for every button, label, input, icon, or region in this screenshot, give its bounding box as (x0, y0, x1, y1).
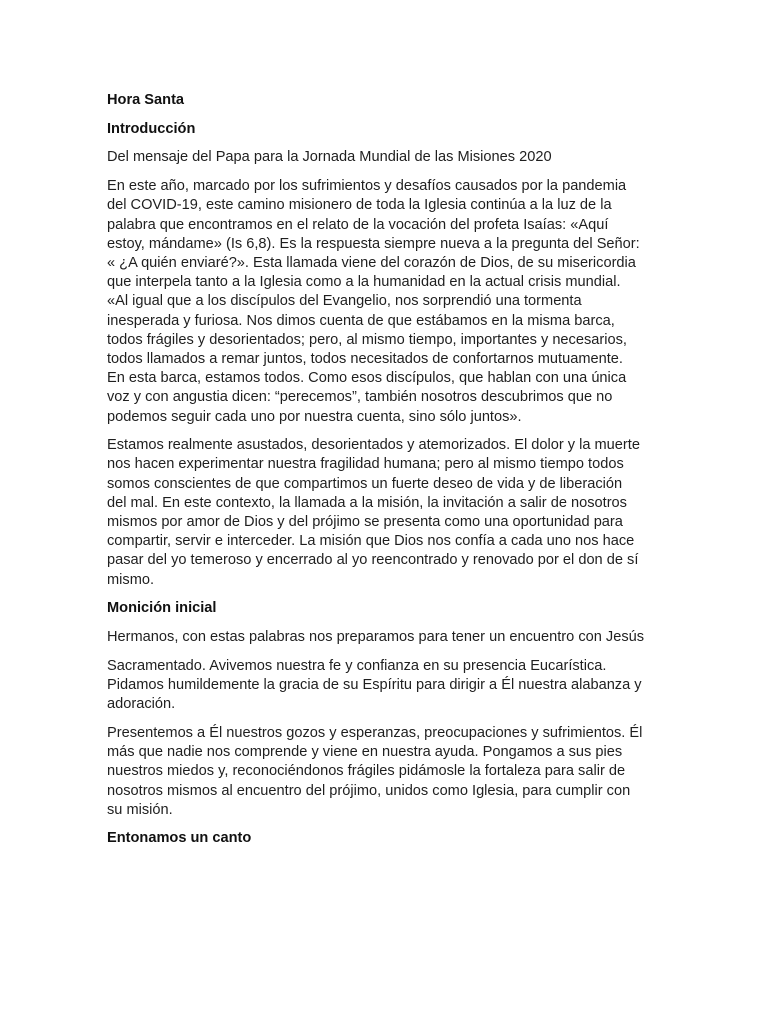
canto-heading: Entonamos un canto (107, 830, 252, 847)
text-line: compartir, servir e interceder. La misión que Dios nos confía a cada uno nos hace (107, 533, 635, 550)
text-line: estoy, mándame» (Is 6,8). Es la respuesta siempre nueva a la pregunta del Señor: (107, 235, 640, 252)
text-line: su misión. (107, 801, 173, 818)
text-line: todos frágiles y desorientados; pero, al mismo tiempo, importantes y necesarios, (107, 331, 627, 348)
text-line: del mal. En este contexto, la llamada a la misión, la invitación a salir de nosotros (107, 494, 627, 511)
intro-heading: Introducción (107, 120, 196, 137)
text-line: En esta barca, estamos todos. Como esos discípulos, que hablan con una única (107, 370, 627, 387)
text-line: mismos por amor de Dios y del prójimo se presenta como una oportunidad para (107, 514, 623, 531)
paragraph-1 (107, 177, 667, 427)
text-line: adoración. (107, 696, 176, 713)
source-line: Del mensaje del Papa para la Jornada Mundial de las Misiones 2020 (107, 149, 552, 166)
text-line: Presentemos a Él nuestros gozos y esperanzas, preocupaciones y sufrimientos. Él (107, 724, 643, 741)
text-line: pasar del yo temeroso y encerrado al yo reencontrado y renovado por el don de sí (107, 552, 639, 569)
text-line: nos hacen experimentar nuestra fragilidad humana; pero al mismo tiempo todos (107, 456, 624, 473)
text-line: del COVID-19, este camino misionero de toda la Iglesia continúa a la luz de la (107, 197, 612, 214)
paragraph-3 (107, 628, 667, 647)
document-page (107, 91, 667, 858)
paragraph-4 (107, 657, 667, 715)
text-line: somos conscientes de que compartimos un fuerte deseo de vida y de liberación (107, 475, 623, 492)
text-line: todos llamados a remar juntos, todos necesitados de confortarnos mutuamente. (107, 350, 623, 367)
text-line: que interpela tanto a la Iglesia como a la humanidad en la actual crisis mundial. (107, 274, 621, 291)
text-line: Pidamos humildemente la gracia de su Espíritu para dirigir a Él nuestra alabanza y (107, 676, 642, 693)
monicion-heading: Monición inicial (107, 600, 217, 617)
text-line: mismo. (107, 571, 155, 588)
text-line: más que nadie nos comprende y viene en nuestra ayuda. Pongamos a sus pies (107, 744, 623, 761)
text-line: Estamos realmente asustados, desorientados y atemorizados. El dolor y la muerte (107, 437, 640, 454)
text-line: palabra que encontramos en el relato de la vocación del profeta Isaías: «Aquí (107, 216, 609, 233)
paragraph-2 (107, 436, 667, 590)
text-line: voz y con angustia dicen: “perecemos”, también nosotros descubrimos que no (107, 389, 613, 406)
document-title: Hora Santa (107, 92, 185, 108)
paragraph-5 (107, 724, 667, 820)
text-line: En este año, marcado por los sufrimientos y desafíos causados por la pandemia (107, 178, 627, 195)
text-line: «Al igual que a los discípulos del Evangelio, nos sorprendió una tormenta (107, 293, 582, 310)
text-line: « ¿A quién enviaré?». Esta llamada viene del corazón de Dios, de su misericordia (107, 254, 636, 271)
text-line: Hermanos, con estas palabras nos preparamos para tener un encuentro con Jesús (107, 629, 645, 646)
text-line: inesperada y furiosa. Nos dimos cuenta de que estábamos en la misma barca, (107, 312, 615, 329)
text-line: nosotros mismos al encuentro del prójimo, unidos como Iglesia, para cumplir con (107, 782, 631, 799)
text-line: Sacramentado. Avivemos nuestra fe y confianza en su presencia Eucarística. (107, 657, 607, 674)
text-line: podemos seguir cada uno por nuestra cuenta, sino sólo juntos». (107, 408, 522, 425)
text-line: nuestros miedos y, reconociéndonos frágiles pidámosle la fortaleza para salir de (107, 763, 626, 780)
